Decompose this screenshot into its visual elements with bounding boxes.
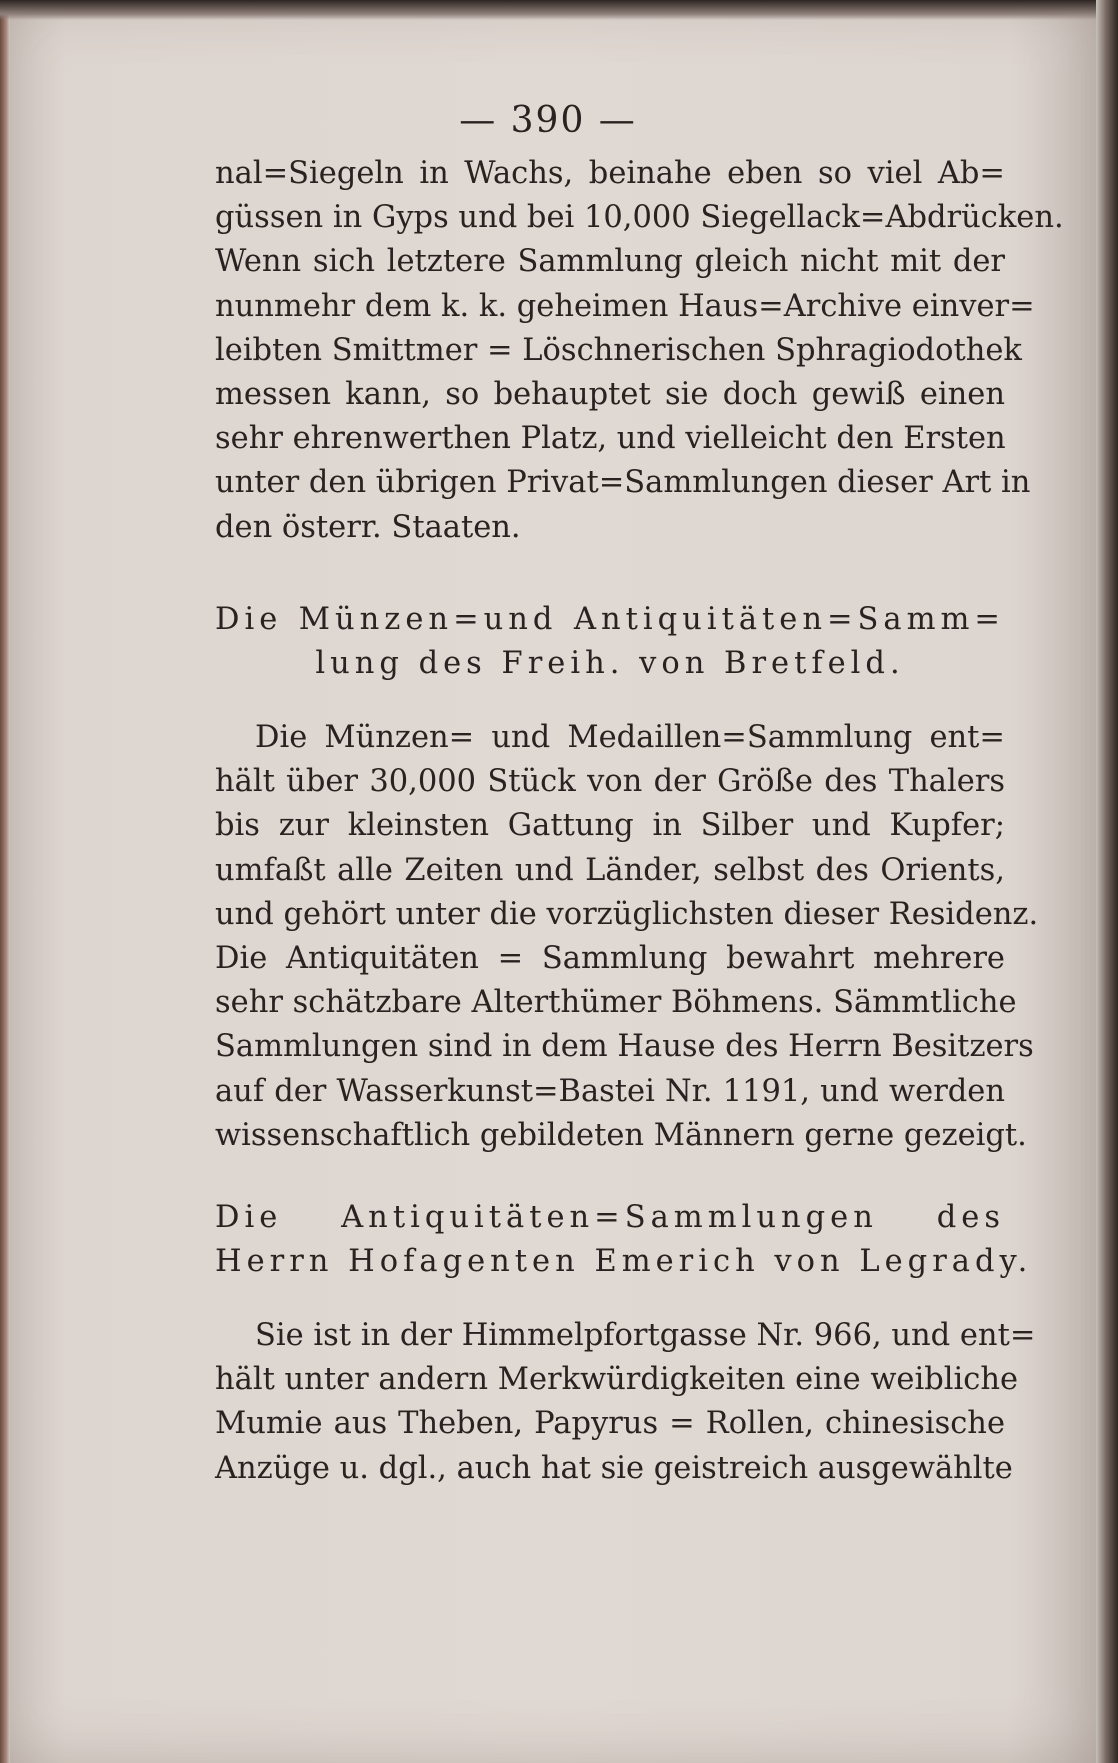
heading-line: Die Münzen=und Antiquitäten=Samm= — [215, 602, 1005, 637]
text-line: den österr. Staaten. — [215, 509, 521, 545]
text-line: Die Münzen= und Medaillen=Sammlung ent= — [255, 720, 1005, 755]
text-line: hält über 30,000 Stück von der Größe des Thalers — [215, 764, 1005, 800]
paragraph-bretfeld-collection — [215, 716, 1039, 1158]
section-heading-bretfeld — [215, 598, 1005, 686]
page-top-edge — [0, 0, 1118, 20]
text-line: messen kann, so behauptet sie doch gewiß einen — [215, 377, 1005, 413]
text-line: Wenn sich letztere Sammlung gleich nicht mit der — [215, 244, 1005, 280]
heading-line: Die Antiquitäten=Sammlungen des — [215, 1200, 1005, 1235]
book-spine-edge — [1096, 0, 1118, 1763]
text-line: sehr schätzbare Alterthümer Böhmens. Sämmtliche — [215, 985, 1017, 1021]
text-line: umfaßt alle Zeiten und Länder, selbst des Orients, — [215, 852, 1005, 888]
page-number: — 390 — — [459, 100, 637, 141]
text-line: wissenschaftlich gebildeten Männern gerne gezeigt. — [215, 1117, 1027, 1153]
text-line: hält unter andern Merkwürdigkeiten eine weibliche — [215, 1362, 1019, 1398]
text-line: bis zur kleinsten Gattung in Silber und Kupfer; — [215, 808, 1005, 844]
text-line: Sie ist in der Himmelpfortgasse Nr. 966, und ent= — [255, 1318, 1036, 1353]
text-line: güssen in Gyps und bei 10,000 Siegellack=Abdrücken. — [215, 200, 1064, 236]
text-line: nal=Siegeln in Wachs, beinahe eben so viel Ab= — [215, 156, 1005, 191]
text-line: unter den übrigen Privat=Sammlungen dieser Art in — [215, 465, 1031, 501]
text-line: sehr ehrenwerthen Platz, und vielleicht den Ersten — [215, 421, 1006, 457]
text-line: Mumie aus Theben, Papyrus = Rollen, chinesische — [215, 1406, 1005, 1442]
paragraph-bretfeld-seals-continued — [215, 152, 1064, 550]
page-left-edge — [0, 0, 10, 1763]
heading-line: lung des Freih. von Bretfeld. — [315, 646, 905, 682]
text-line: Anzüge u. dgl., auch hat sie geistreich ausgewählte — [215, 1450, 1013, 1486]
heading-line: Herrn Hofagenten Emerich von Legrady. — [215, 1244, 1033, 1280]
text-line: nunmehr dem k. k. geheimen Haus=Archive einver= — [215, 288, 1035, 324]
text-line: Die Antiquitäten = Sammlung bewahrt mehrere — [215, 941, 1005, 977]
section-heading-legrady — [215, 1196, 1033, 1284]
paragraph-legrady-collection — [215, 1314, 1036, 1491]
text-line: und gehört unter die vorzüglichsten dieser Residenz. — [215, 896, 1039, 932]
text-line: auf der Wasserkunst=Bastei Nr. 1191, und werden — [215, 1073, 1005, 1109]
text-line: Sammlungen sind in dem Hause des Herrn Besitzers — [215, 1029, 1034, 1065]
text-line: leibten Smittmer = Löschnerischen Sphragiodothek — [215, 332, 1022, 368]
